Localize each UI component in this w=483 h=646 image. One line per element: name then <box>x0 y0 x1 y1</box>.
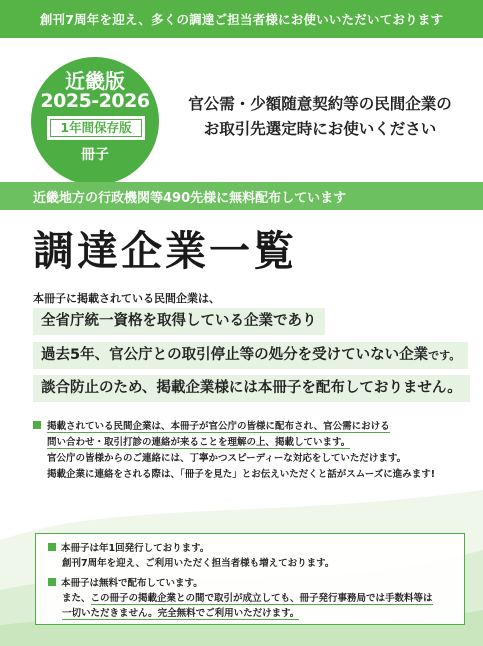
note-line-2: 問い合わせ・取引打診の連絡が来ることを理解の上、掲載しています。 <box>47 437 351 448</box>
headline-line2: お取引先選定時にお使いください <box>203 120 437 138</box>
distribution-text: 近畿地方の行政機関等490先様に無料配布しています <box>33 190 347 206</box>
info-a1: 本冊子は年1回発行しております。 <box>61 543 210 554</box>
intro-text: 本冊子に掲載されている民間企業は、 <box>33 292 220 305</box>
top-banner <box>0 0 483 38</box>
highlight-2 <box>33 342 468 369</box>
note-line-3: 官公庁の皆様からのご連絡には、丁寧かつスピーディーな対応をしていただけます。 <box>47 453 407 464</box>
headline-line1: 官公需・少額随意契約等の民間企業の <box>188 95 452 113</box>
keep-label: 1年間保存版 <box>47 116 145 140</box>
note-line-4: 掲載企業に連絡をされる際は、「冊子を見た」とお伝えいただくと話がスムーズに進みます! <box>47 469 436 480</box>
highlight-1-text: 全省庁統一資格を取得している企業であり <box>41 313 317 329</box>
highlight-3 <box>33 375 470 402</box>
info-b3: 一切いただきません。完全無料でご利用いただけます。 <box>62 608 300 619</box>
distribution-bar <box>0 182 483 210</box>
edition-years: 2025-2026 <box>40 90 150 112</box>
highlight-2-text: 過去5年、官公庁との取引停止等の処分を受けていない企業 <box>41 347 429 363</box>
bullet-square-icon <box>48 578 56 586</box>
info-b2-pre: また、 <box>62 593 91 604</box>
info-item-1 <box>48 541 454 571</box>
bullet-square-icon <box>33 421 41 429</box>
highlight-2-tail: です。 <box>428 349 461 362</box>
note-block <box>33 419 463 483</box>
headline <box>170 92 470 142</box>
highlight-1 <box>33 308 325 335</box>
edition-label: 近畿版 <box>65 69 125 93</box>
edition-badge <box>31 57 159 185</box>
page-title: 調達企業一覧 <box>33 227 297 275</box>
book-label: 冊子 <box>81 147 109 163</box>
note-line-1: 掲載されている民間企業は、本冊子が官公庁の皆様に配布され、官公需における <box>47 421 390 432</box>
info-item-2 <box>48 576 454 621</box>
info-a2: 創刊7周年を迎え、ご利用いただく担当者様も増えております。 <box>62 558 335 569</box>
top-banner-text: 創刊7周年を迎え、多くの調達ご担当者様にお使いいただいております <box>39 12 444 27</box>
highlight-3-text: 談合防止のため、掲載企業様には本冊子を配布しておりません。 <box>41 380 462 396</box>
bullet-square-icon <box>48 543 56 551</box>
info-box <box>35 533 465 625</box>
info-b2-underlined: この冊子の掲載企業との間で取引が成立しても、冊子発行事務局では手数料等は <box>90 593 433 604</box>
info-b1: 本冊子は無料で配布しています。 <box>61 578 203 589</box>
